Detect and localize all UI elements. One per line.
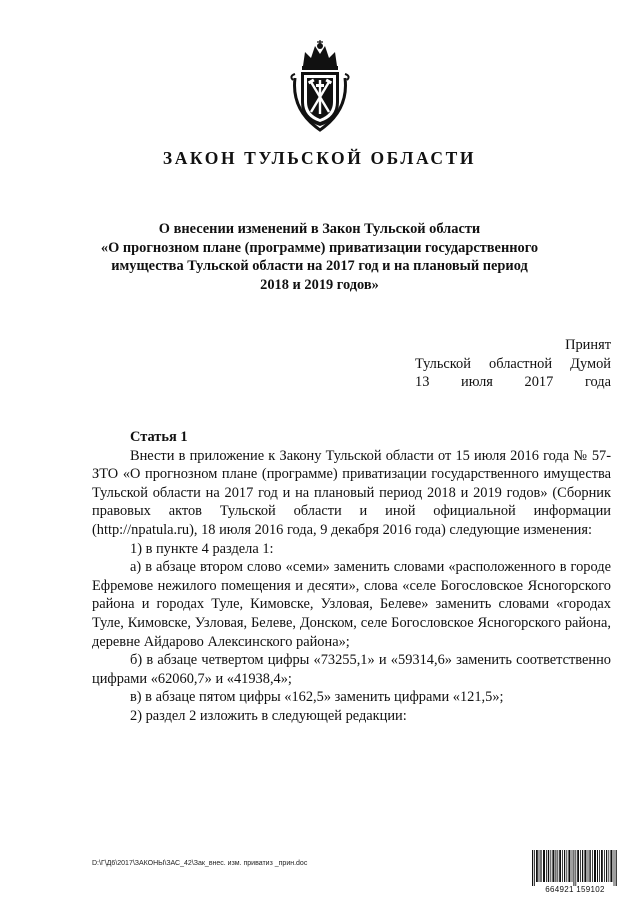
barcode-icon [532,850,618,886]
file-path: D:\Г\Д6\2017\ЗАКОНЫ\ЗАС_42\Зак_внес. изм. приватиз _прин.doc [92,860,308,867]
tula-coat-of-arms-icon [289,40,351,132]
article-body [92,428,611,726]
article-paragraph: 2) раздел 2 изложить в следующей редакции: [130,707,407,724]
subject-line: 2018 и 2019 годов» [260,276,379,293]
article-paragraph: в) в абзаце пятом цифры «162,5» заменить цифрами «121,5»; [130,689,504,706]
adoption-block [415,336,611,392]
article-paragraph: Внести в приложение к Закону Тульской области от 15 июля 2016 года № 57-ЗТО «О прогнозном плане (программе) приватизации государственного имущества Тульской области на 2017 год и на плановый период 2018 и 2019 годов» (Сборник правовых актов Тульской области и иной официальной информации (http://npatula.ru), 18 июля 2016 года, 9 декабря 2016 года) следующие изменения: [92,447,611,538]
subject-line: О внесении изменений в Закон Тульской области [158,221,481,237]
subject-line: имущества Тульской области на 2017 год и на плановый период [111,258,528,274]
law-title: ЗАКОН ТУЛЬСКОЙ ОБЛАСТИ [162,148,477,168]
adopted-by: Тульской областной Думой [415,355,611,372]
article-paragraph: 1) в пункте 4 раздела 1: [130,540,274,557]
article-paragraph: а) в абзаце втором слово «семи» заменить словами «расположенного в городе Ефремове нежилого помещения и десяти», слова «селе Богословское Ясногорского района и городах Туле, Кимовске, Узловая, Белеве» заменить словами «городах Туле, Кимовске, Узловая, Белеве, Донском, селе Богословское Ясногорского района, деревне Айдарово Алексинского района»; [92,559,611,650]
article-paragraph: б) в абзаце четвертом цифры «73255,1» и «59314,6» заменить соответственно цифрами «62060,7» и «41938,4»; [92,652,611,687]
article-heading: Статья 1 [130,429,188,445]
adopted-label: Принят [565,337,611,353]
subject-line: «О прогнозном плане (программе) приватизации государственного [100,239,539,256]
law-subject [80,220,559,294]
barcode-number: 664921 159102 [545,885,605,894]
adopted-date: 13 июля 2017 года [415,374,611,391]
